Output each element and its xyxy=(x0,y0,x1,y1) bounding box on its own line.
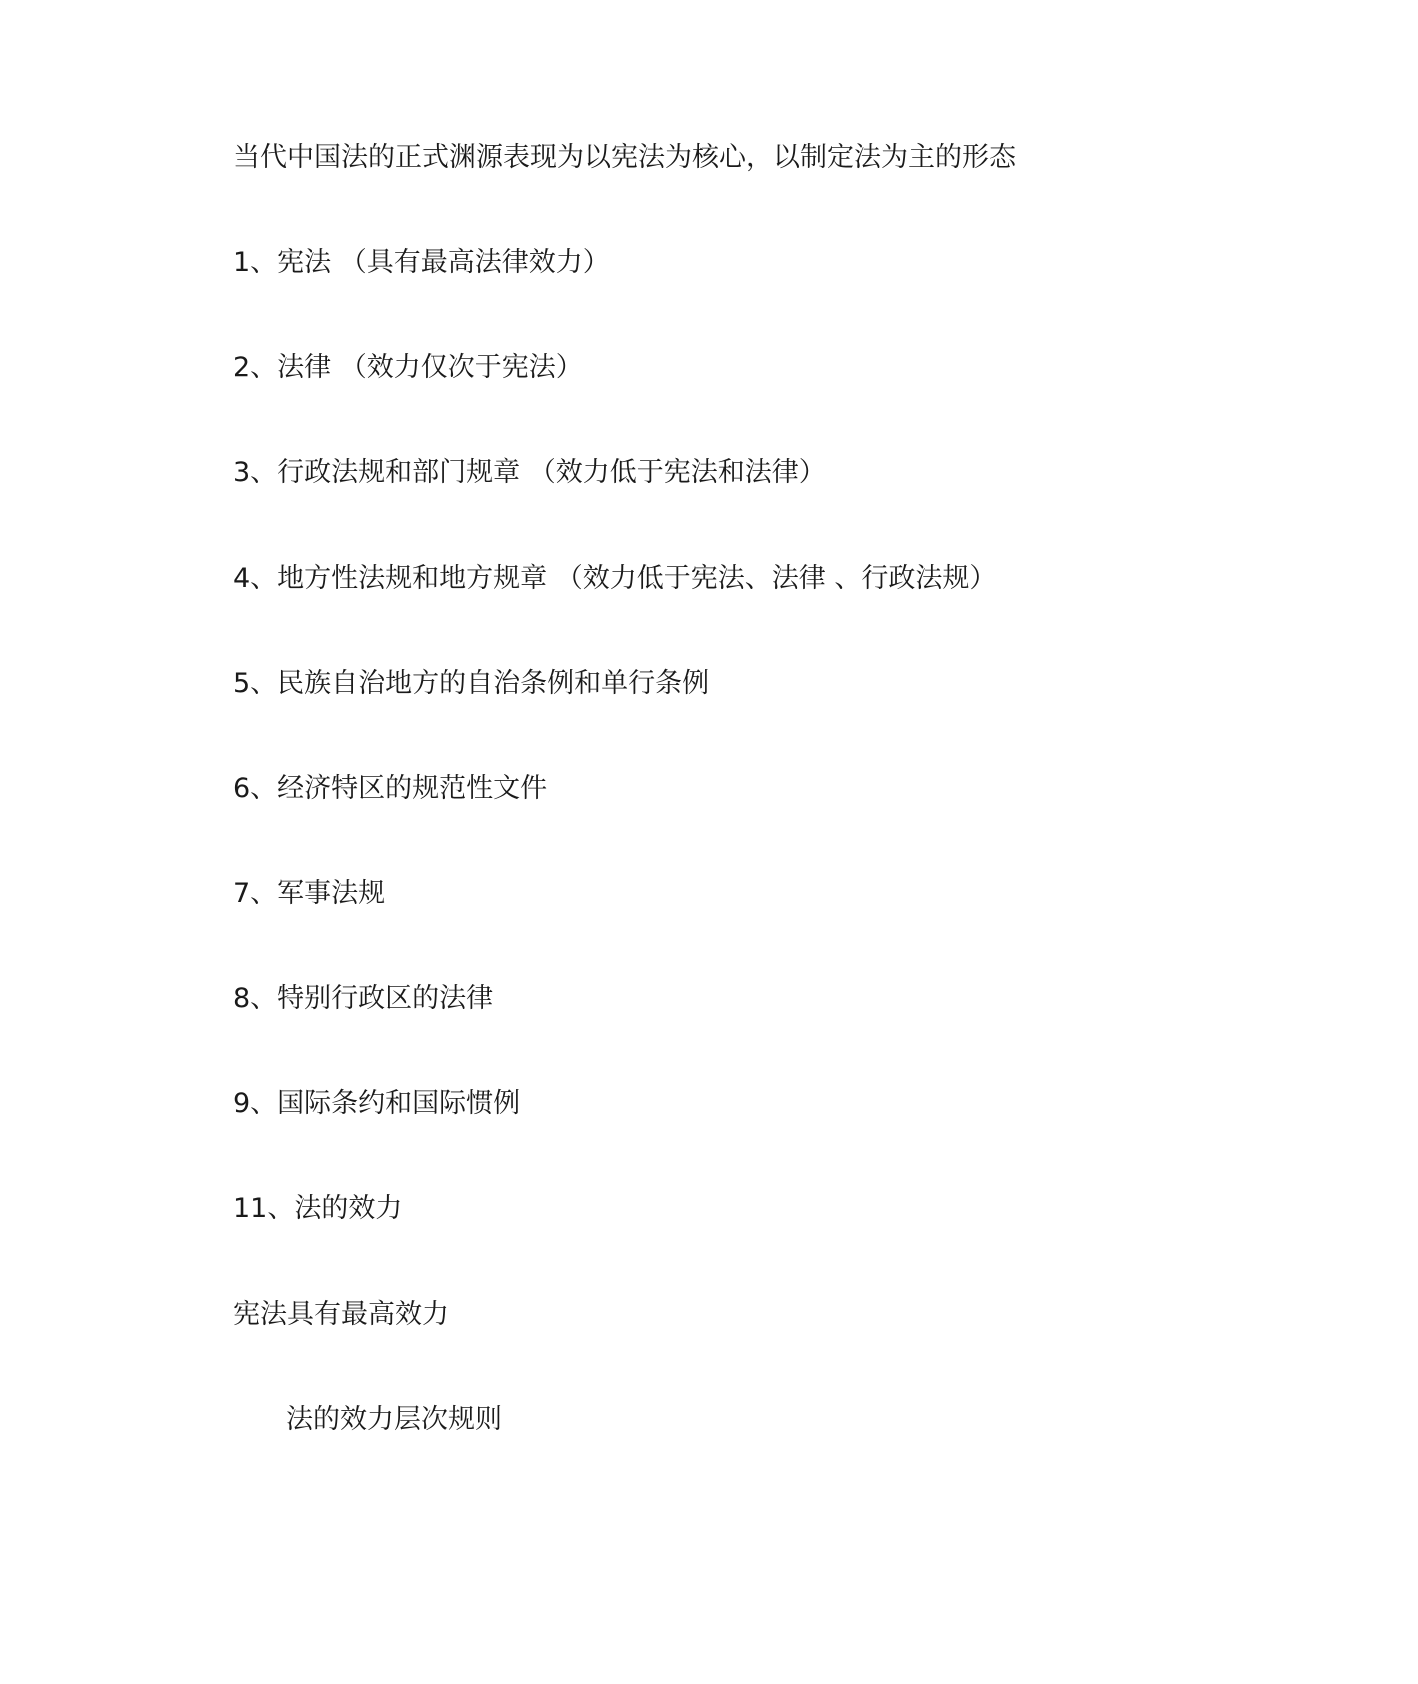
list-item-7: 7、军事法规 xyxy=(233,878,386,909)
list-item-6: 6、经济特区的规范性文件 xyxy=(233,773,548,804)
intro-paragraph: 当代中国法的正式渊源表现为以宪法为核心，以制定法为主的形态 xyxy=(233,142,1016,173)
list-item-2: 2、法律 （效力仅次于宪法） xyxy=(233,352,583,383)
list-item-9: 9、国际条约和国际惯例 xyxy=(233,1088,521,1119)
list-item-3: 3、行政法规和部门规章 （效力低于宪法和法律） xyxy=(233,457,826,488)
list-item-5: 5、民族自治地方的自治条例和单行条例 xyxy=(233,668,710,699)
list-item-1: 1、宪法 （具有最高法律效力） xyxy=(233,247,610,278)
section-heading-11: 11、法的效力 xyxy=(233,1193,403,1224)
indented-paragraph-hierarchy-rules: 法的效力层次规则 xyxy=(286,1404,502,1435)
list-item-8: 8、特别行政区的法律 xyxy=(233,983,494,1014)
paragraph-constitution-supreme: 宪法具有最高效力 xyxy=(233,1299,449,1330)
list-item-4: 4、地方性法规和地方规章 （效力低于宪法、法律 、行政法规） xyxy=(233,563,997,594)
